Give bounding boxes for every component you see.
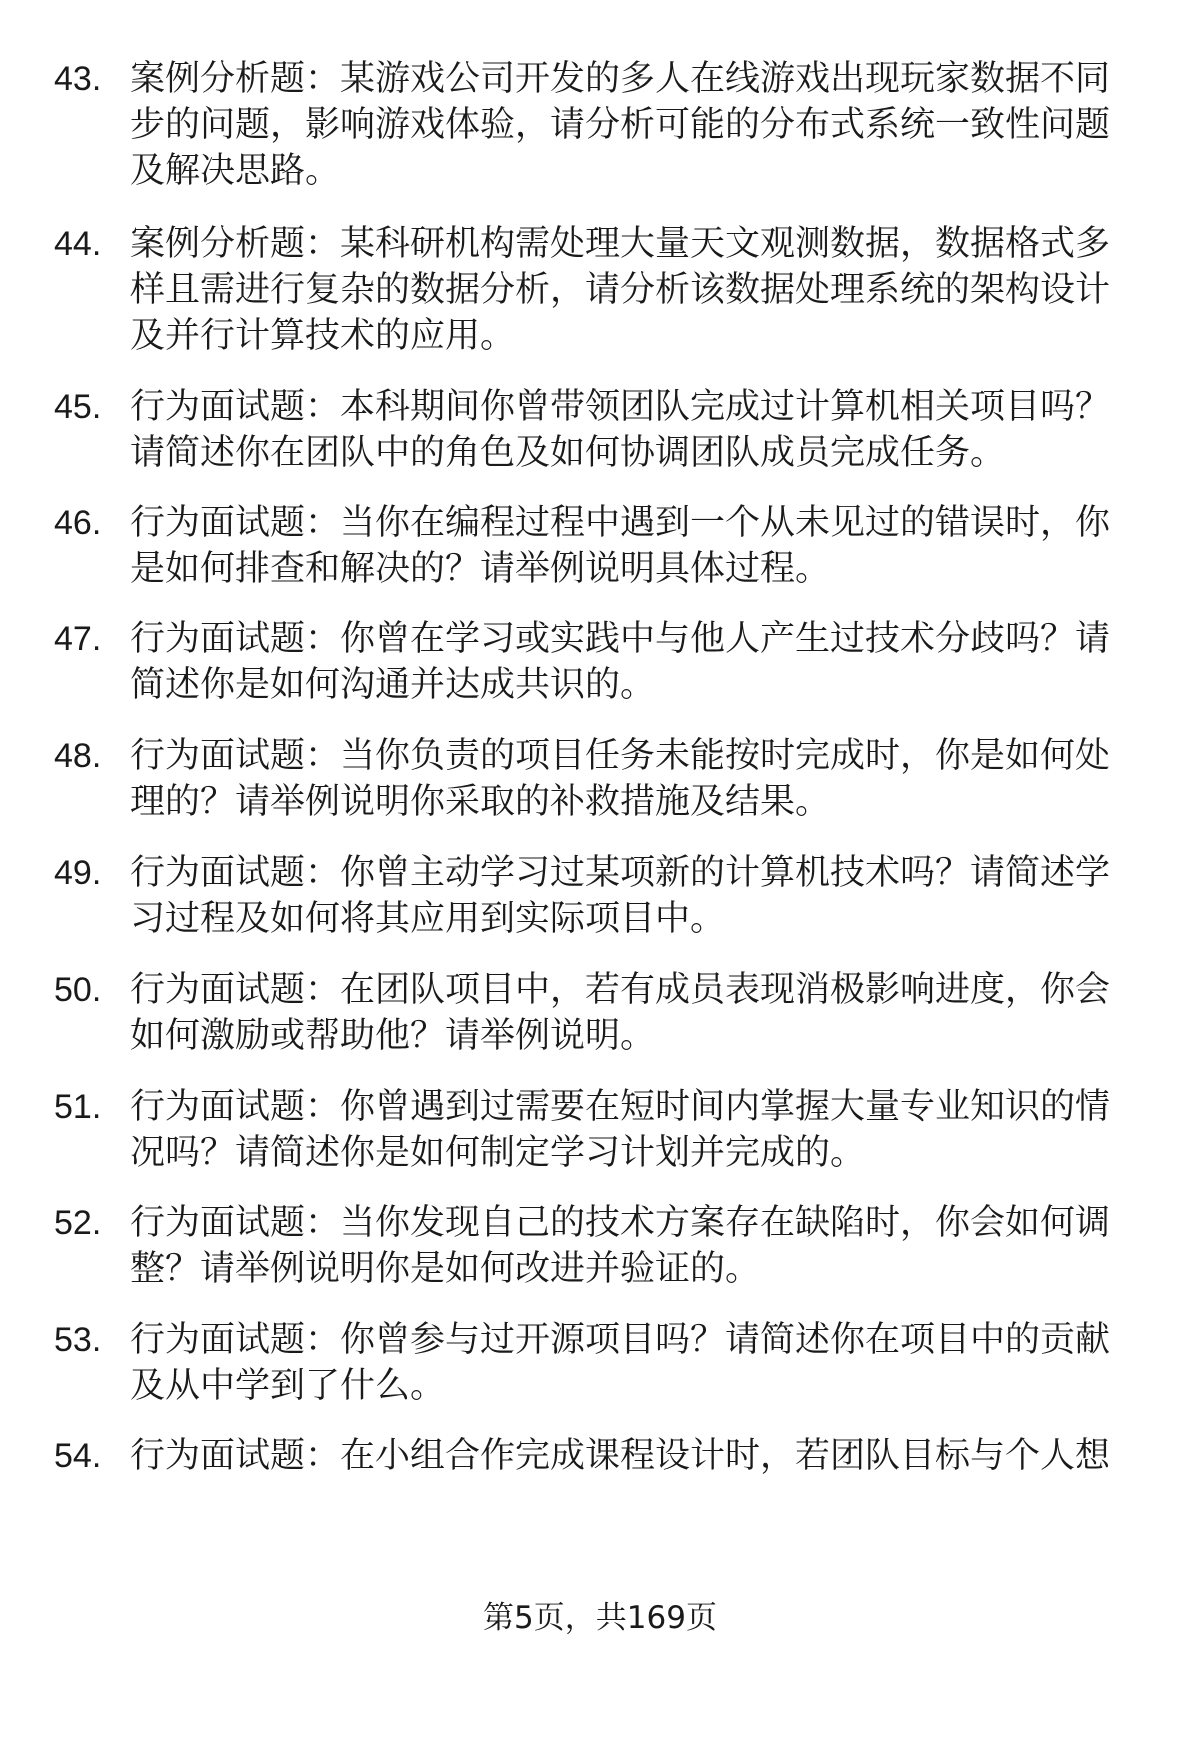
question-text: 行为面试题：当你发现自己的技术方案存在缺陷时，你会如何调整？请举例说明你是如何改进并验证的。 [130,1203,1111,1289]
question-number: 45. [54,388,102,426]
question-number: 49. [54,854,102,892]
question-number: 46. [54,504,102,542]
question-text: 行为面试题：在团队项目中，若有成员表现消极影响进度，你会如何激励或帮助他？请举例说明。 [130,970,1111,1056]
question-text: 行为面试题：你曾在学习或实践中与他人产生过技术分歧吗？请简述你是如何沟通并达成共识的。 [130,619,1111,705]
question-text: 案例分析题：某游戏公司开发的多人在线游戏出现玩家数据不同步的问题，影响游戏体验，请分析可能的分布式系统一致性问题及解决思路。 [130,59,1111,191]
question-text: 行为面试题：你曾遇到过需要在短时间内掌握大量专业知识的情况吗？请简述你是如何制定学习计划并完成的。 [130,1087,1111,1173]
question-text: 行为面试题：当你在编程过程中遇到一个从未见过的错误时，你是如何排查和解决的？请举例说明具体过程。 [130,503,1111,589]
question-number: 47. [54,620,102,658]
question-number: 52. [54,1204,102,1242]
question-text: 行为面试题：本科期间你曾带领团队完成过计算机相关项目吗？请简述你在团队中的角色及如何协调团队成员完成任务。 [130,387,1111,473]
page-footer: 第5页，共169页 [483,1600,717,1636]
question-number: 51. [54,1088,102,1126]
question-text: 行为面试题：在小组合作完成课程设计时，若团队目标与个人想 [130,1436,1111,1476]
question-number: 50. [54,971,102,1009]
question-text: 行为面试题：你曾参与过开源项目吗？请简述你在项目中的贡献及从中学到了什么。 [130,1320,1111,1406]
question-text: 案例分析题：某科研机构需处理大量天文观测数据，数据格式多样且需进行复杂的数据分析，请分析该数据处理系统的架构设计及并行计算技术的应用。 [130,224,1111,356]
question-number: 43. [54,60,102,98]
question-number: 53. [54,1321,102,1359]
question-number: 44. [54,225,102,263]
question-text: 行为面试题：你曾主动学习过某项新的计算机技术吗？请简述学习过程及如何将其应用到实际项目中。 [130,853,1111,939]
question-number: 54. [54,1437,102,1475]
question-text: 行为面试题：当你负责的项目任务未能按时完成时，你是如何处理的？请举例说明你采取的补救措施及结果。 [130,736,1111,822]
question-number: 48. [54,737,102,775]
